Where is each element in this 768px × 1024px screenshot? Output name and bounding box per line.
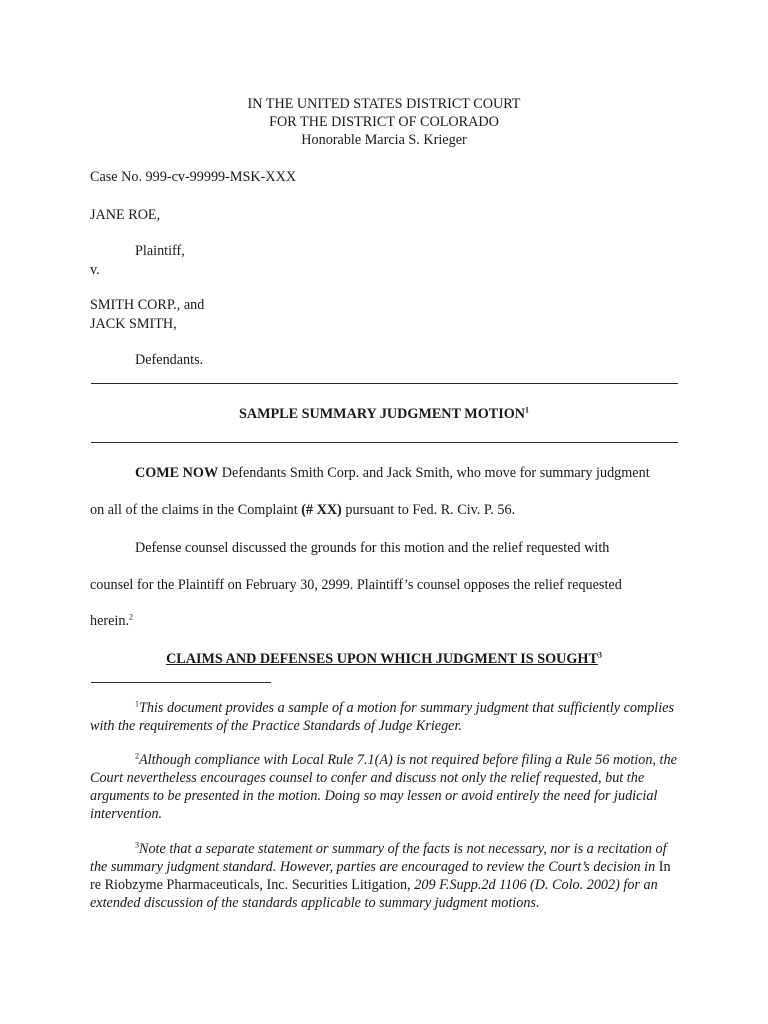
footnote-1-text: This document provides a sample of a motion for summary judgment that sufficiently complies with the requirements of the Practice Standards of Judge Krieger.: [90, 700, 675, 734]
defendant-2: JACK SMITH,: [90, 316, 177, 332]
judge-name: Honorable Marcia S. Krieger: [301, 132, 467, 148]
document-title: [90, 405, 678, 423]
divider-top: [91, 383, 678, 384]
p1-line2-a: on all of the claims in the Complaint: [90, 502, 302, 518]
case-number: Case No. 999-cv-99999-MSK-XXX: [90, 169, 297, 185]
court-name-line-1: IN THE UNITED STATES DISTRICT COURT: [247, 96, 521, 112]
defendants-label: Defendants.: [135, 352, 204, 368]
paragraph-2-line-3: [90, 612, 133, 630]
paragraph-1-line-2: [90, 501, 515, 519]
footnote-2-num: 2: [135, 751, 139, 761]
p2-footnote-ref: 2: [129, 612, 133, 622]
paragraph-2-line-1: Defense counsel discussed the grounds for this motion and the relief requested with: [135, 540, 610, 556]
come-now-text: COME NOW: [135, 465, 219, 481]
defendant-1: SMITH CORP., and: [90, 297, 205, 313]
paragraph-2-line-2: counsel for the Plaintiff on February 30, 2999. Plaintiff’s counsel opposes the relief requested: [90, 577, 622, 593]
footnote-2-text: Although compliance with Local Rule 7.1(A) is not required before filing a Rule 56 motion, the Court nevertheless encourages counsel to confer and discuss not only the relief requested, but the arguments to be presented in the motion. Doing so may lessen or avoid entirely the need for judicial intervention.: [90, 752, 677, 822]
p1-line1-rest: Defendants Smith Corp. and Jack Smith, who move for summary judgment: [218, 465, 650, 481]
section-heading-text: CLAIMS AND DEFENSES UPON WHICH JUDGMENT IS SOUGHT: [166, 651, 598, 667]
footnote-separator: [91, 682, 271, 683]
court-name-line-2: FOR THE DISTRICT OF COLORADO: [269, 114, 499, 130]
p1-line2-b: pursuant to Fed. R. Civ. P. 56.: [341, 502, 516, 518]
footnote-3-case-name: In re Riobzyme Pharmaceuticals, Inc. Securities Litigation,: [90, 859, 671, 893]
section-footnote-ref: 3: [597, 650, 602, 660]
footnote-1: [90, 699, 680, 735]
footnote-1-num: 1: [135, 699, 139, 709]
p2-line3-text: herein.: [90, 613, 129, 629]
versus: v.: [90, 262, 100, 278]
footnote-3-num: 3: [135, 840, 139, 850]
footnote-2: [90, 751, 680, 823]
title-footnote-ref: 1: [525, 405, 529, 415]
footnote-3-text-b: 209 F.Supp.2d 1106 (D. Colo. 2002) for an extended discussion of the standards applicable to summary judgment motions.: [90, 877, 658, 911]
plaintiff-name: JANE ROE,: [90, 207, 161, 223]
footnote-3: [90, 840, 680, 912]
document-title-text: SAMPLE SUMMARY JUDGMENT MOTION: [238, 406, 525, 422]
complaint-ref: (# XX): [301, 502, 342, 518]
paragraph-1-line-1: [135, 464, 650, 482]
section-heading: [90, 650, 678, 668]
plaintiff-label: Plaintiff,: [135, 243, 185, 259]
divider-bottom: [91, 442, 678, 443]
footnote-3-text-a: Note that a separate statement or summary of the facts is not necessary, nor is a recitation of the summary judgment standard. However, parties are encouraged to review the Court’s decision in: [90, 841, 667, 875]
